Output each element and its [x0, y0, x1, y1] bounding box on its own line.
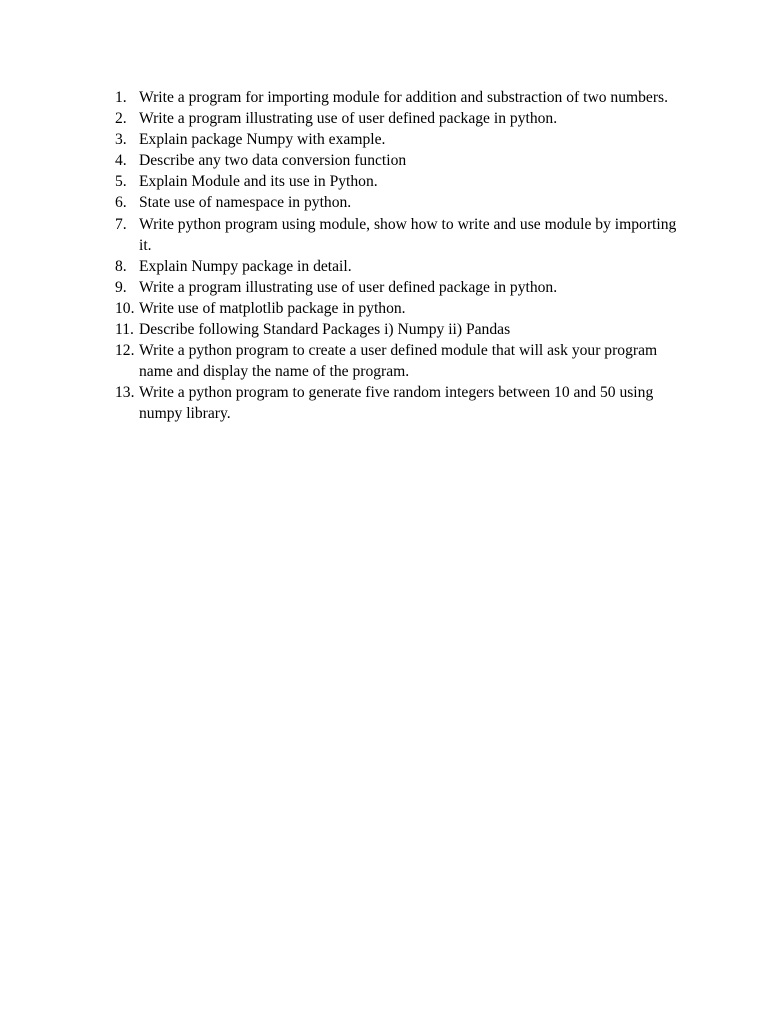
question-number: 9.	[115, 278, 127, 296]
question-text: Write a program for importing module for addition and substraction of two numbers.	[139, 89, 669, 106]
list-item	[115, 171, 685, 192]
question-text: Write a program illustrating use of user defined package in python.	[139, 110, 558, 128]
list-item	[115, 298, 685, 319]
question-text: Write use of matplotlib package in python.	[139, 299, 406, 317]
question-number: 6.	[115, 194, 127, 212]
list-item	[115, 277, 685, 298]
question-number: 7.	[115, 215, 127, 233]
question-text: Explain Module and its use in Python.	[139, 173, 378, 191]
question-text: Explain Numpy package in detail.	[139, 257, 352, 275]
question-text: State use of namespace in python.	[139, 194, 352, 212]
list-item	[115, 150, 685, 171]
question-number: 13.	[115, 384, 135, 402]
question-number: 2.	[115, 110, 127, 128]
question-text: Write python program using module, show how to write and use module by importing it.	[139, 215, 677, 254]
question-number: 12.	[115, 342, 135, 360]
list-item	[115, 256, 685, 277]
question-number: 11.	[115, 321, 134, 339]
question-number: 5.	[115, 173, 127, 191]
question-number: 1.	[115, 89, 127, 106]
list-item	[115, 319, 685, 340]
question-number: 4.	[115, 152, 127, 170]
question-text: Explain package Numpy with example.	[139, 131, 386, 149]
list-item	[115, 214, 685, 256]
question-text: Write a program illustrating use of user defined package in python.	[139, 278, 558, 296]
question-number: 8.	[115, 257, 127, 275]
list-item	[115, 108, 685, 129]
list-item	[115, 129, 685, 150]
question-text: Write a python program to generate five random integers between 10 and 50 using numpy library.	[139, 384, 654, 423]
question-text: Describe any two data conversion function	[139, 152, 407, 170]
list-item	[115, 192, 685, 213]
question-number: 10.	[115, 299, 135, 317]
question-text: Write a python program to create a user defined module that will ask your program name and display the name of the program.	[139, 342, 658, 381]
question-text: Describe following Standard Packages i) Numpy ii) Pandas	[139, 321, 511, 339]
list-item	[115, 87, 685, 108]
list-item	[115, 382, 685, 424]
question-number: 3.	[115, 131, 127, 149]
question-list	[115, 87, 685, 425]
list-item	[115, 340, 685, 382]
